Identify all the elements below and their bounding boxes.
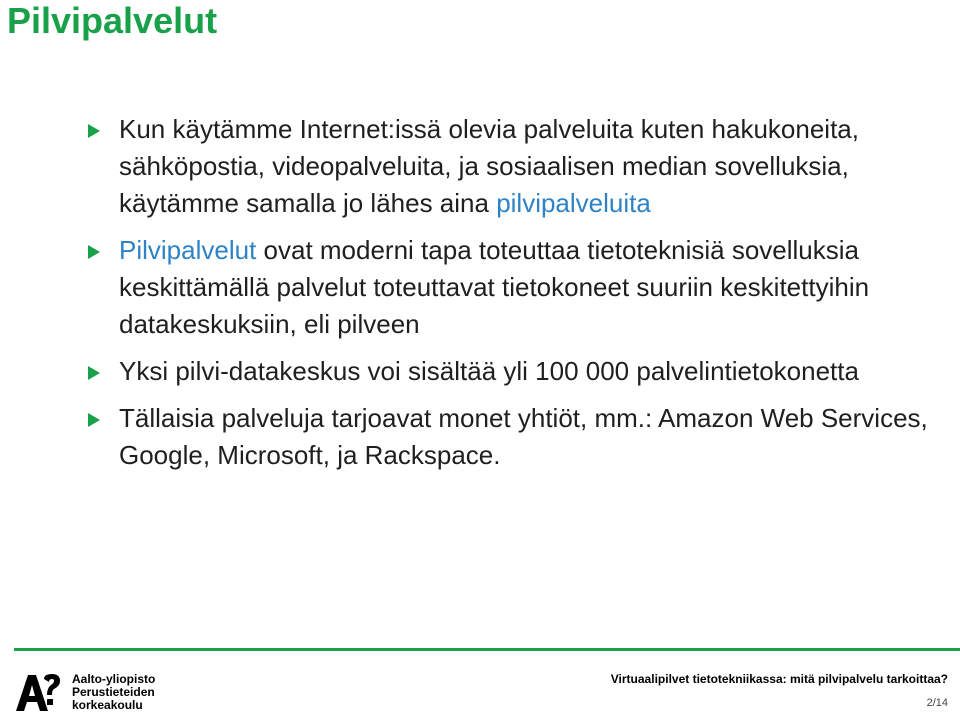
bullet-arrow-icon	[88, 413, 100, 427]
page-number: 2/14	[926, 697, 948, 709]
institution-name	[72, 673, 155, 712]
bullet-arrow-icon	[88, 245, 100, 259]
bullet-item	[88, 232, 948, 343]
bullet-item	[88, 353, 948, 390]
aalto-logo-icon	[14, 673, 62, 713]
bullet-item	[88, 111, 948, 222]
institution-line: Perustieteiden	[72, 685, 155, 699]
bullet-arrow-icon	[88, 124, 100, 138]
bullet-text: ovat moderni tapa toteuttaa tietoteknisiä sovelluksia keskittämällä palvelut toteuttavat tietokoneet suuriin keskitettyihin datakeskuksiin, eli pilveen	[119, 235, 870, 339]
bullet-arrow-icon	[88, 366, 100, 380]
bullet-text: Tällaisia palveluja tarjoavat monet yhtiöt, mm.: Amazon Web Services, Google, Microsoft, ja Rackspace.	[119, 403, 928, 470]
bullet-text: Yksi pilvi-datakeskus voi sisältää yli 100 000 palvelintietokonetta	[119, 356, 859, 386]
slide-title: Pilvipalvelut	[7, 0, 218, 41]
bullet-highlight: Pilvipalvelut	[119, 235, 257, 265]
institution-line: Aalto-yliopisto	[72, 672, 156, 686]
bullet-text: Kun käytämme Internet:issä olevia palveluita kuten hakukoneita, sähköpostia, videopalveluita, ja sosiaalisen median sovelluksia, käytämme samalla jo lähes aina	[119, 114, 859, 218]
bullet-list	[88, 111, 948, 474]
footer-title: Virtuaalipilvet tietotekniikassa: mitä pilvipalvelu tarkoittaa?	[610, 672, 948, 686]
institution-line: korkeakoulu	[72, 698, 143, 712]
bullet-item	[88, 400, 948, 474]
bullet-highlight: pilvipalveluita	[496, 188, 651, 218]
footer-divider	[14, 648, 960, 651]
